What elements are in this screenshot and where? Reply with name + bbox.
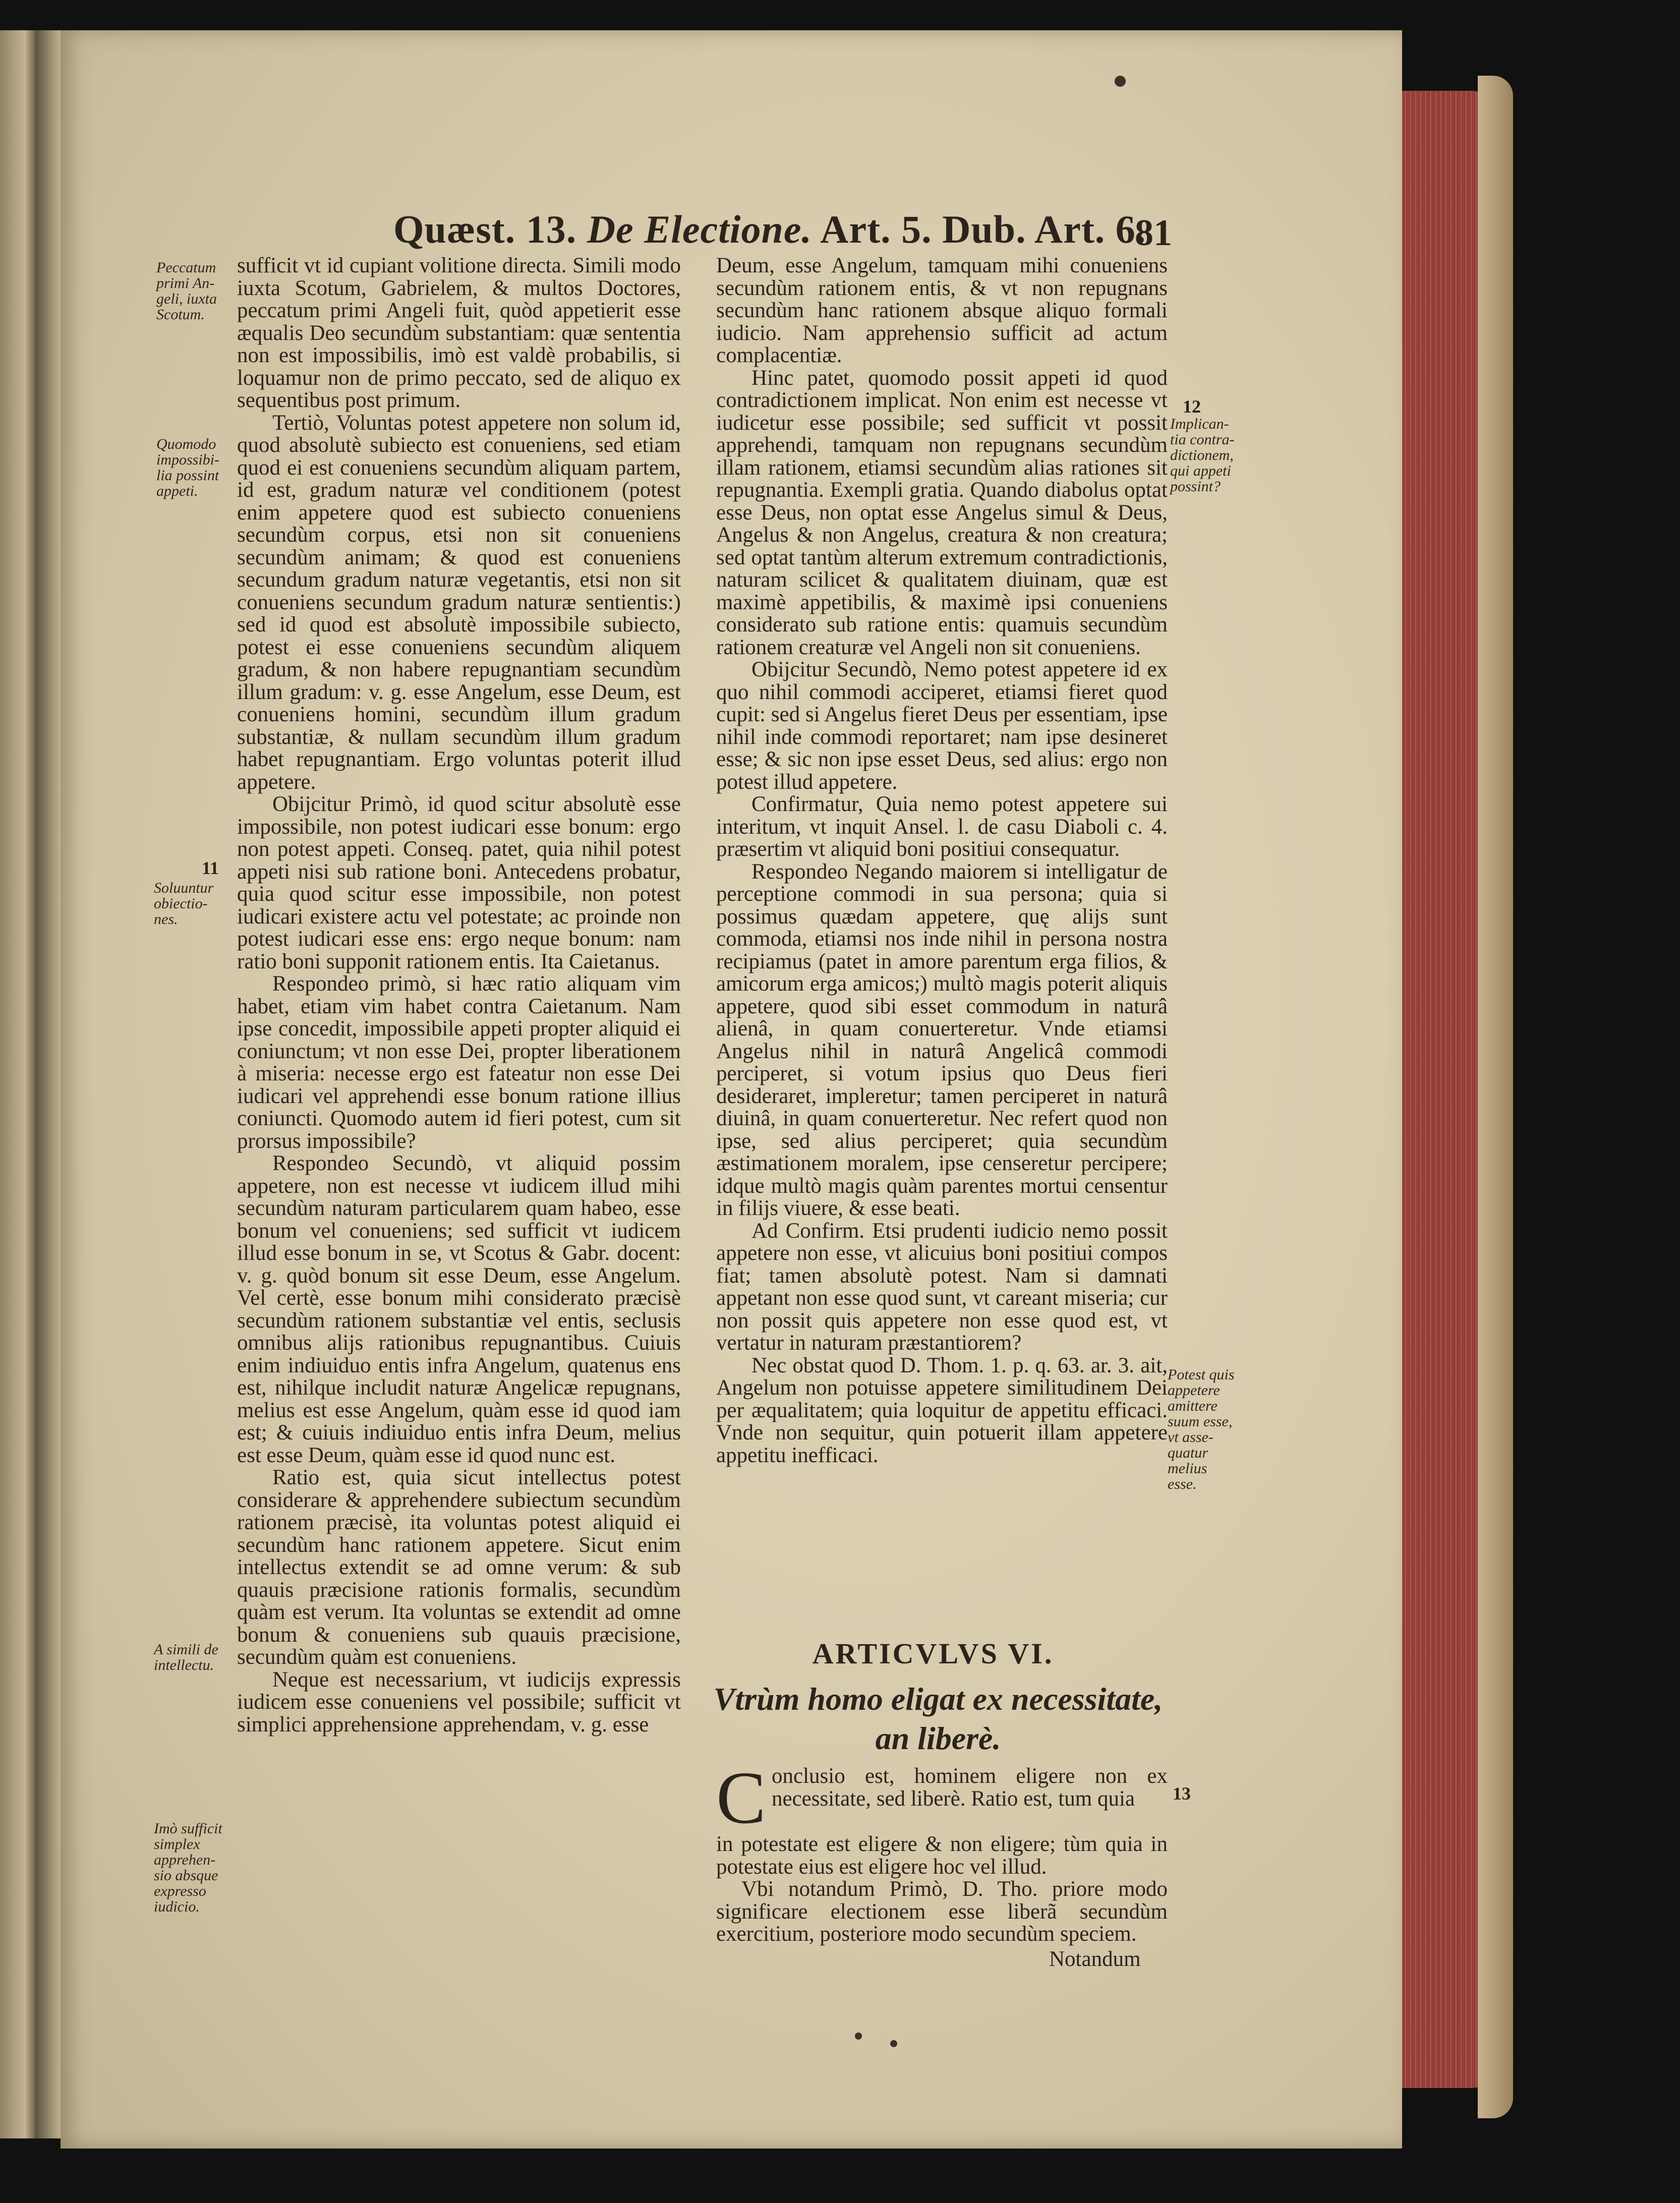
conclusion-text: onclusio est, hominem eligere non ex necessitate, sed liberè. Ratio est, tum quia <box>772 1764 1168 1811</box>
section-number-11: 11 <box>202 858 219 878</box>
paragraph: Respondeo Negando maiorem si intelligatur de perceptione commodi in sua persona; quia si possimus quædam appetere, quę alijs sunt commoda, etiamsi nos inde nihil in persona nostra recipiamus (patet in amore parentum erga filios, & amicorum erga amicos;) multò magis poterit aliquis appetere, quod sibi esset commodum in naturâ alienâ, in quam conuerteretur. Vnde etiamsi Angelus nihil in naturâ Angelicâ commodi perciperet, si votum ipsius quo Deus fieri desideraret, impleretur; tamen perciperet in naturâ diuinâ, in quam conuerteretur. Nec refert quod non ipse, sed alius perciperet; quia secundùm æstimationem moralem, ipse censeretur percipere; idque multò magis quàm parentes mortui censentur in filijs viuere, & esse beati. <box>716 859 1168 1220</box>
paragraph: in potestate est eligere & non eligere; tùm quia in potestate eius est eligere hoc vel illud. <box>716 1832 1168 1879</box>
paragraph: Deum, esse Angelum, tamquam mihi conueniens secundùm rationem entis, & vt non repugnans secundùm hanc rationem absque aliquo formali iudicio. Nam apprehensio sufficit ad actum complacentiæ. <box>716 254 1168 367</box>
page-speck <box>1115 76 1126 87</box>
article-label: Art. 5. Dub. Art. 6. <box>820 207 1146 251</box>
section-number-13: 13 <box>1173 1783 1191 1804</box>
running-head <box>393 207 1261 252</box>
paragraph: Vbi notandum Primò, D. Tho. priore modo significare electionem esse liberã secundùm exercitium, posteriore modo secundùm speciem. <box>716 1877 1168 1946</box>
paragraph: Obijcitur Secundò, Nemo potest appetere id ex quo nihil commodi acciperet, etiamsi fieret quod cupit: sed si Angelus fieret Deus per essentiam, ipse nihil inde commodi reportaret; nam ipse desineret esse; & sic non ipse esset Deus, sed alius: ergo non potest illud appetere. <box>716 658 1168 794</box>
page-speck <box>855 2033 862 2040</box>
article-subtitle <box>706 1679 1170 1758</box>
chapter-title: De Electione. <box>587 207 812 251</box>
paragraph: Hinc patet, quomodo possit appeti id quod contradictionem implicat. Non enim est necesse vt iudicetur esse possibile; sed sufficit vt possit apprehendi, tamquam non repugnans secundùm illam rationem, etiamsi secundùm alias rationes sit repugnantia. Exempli gratia. Quando diabolus optat esse Deus, non optat esse Angelus simul & Deus, Angelus & non Angelus, creatura & non creatura; sed optat tantùm alterum extremum contradictionis, naturam scilicet & qualitatem diuinam, quæ est maximè appetibilis, & maximè ipsi conueniens considerato sub ratione entis: quamuis secundùm rationem creaturæ vel Angeli non sit conueniens. <box>716 366 1168 659</box>
margin-note-peccatum: Peccatum primi An- geli, iuxta Scotum. <box>156 259 217 323</box>
paragraph: Respondeo Secundò, vt aliquid possim appetere, non est necesse vt iudicem illud mihi secundùm naturam particularem quam habeo, esse bonum vel conueniens; sed sufficit vt iudicem illud esse bonum in se, vt Scotus & Gabr. docent: v. g. quòd bonum sit esse Deum, esse Angelum. Vel certè, esse bonum mihi considerato præcisè secundùm rationem substantiæ vel entis, seclusis omnibus alijs rationibus repugnantibus. Cuiuis enim indiuiduo entis infra Angelum, quatenus ens est, nihilque includit naturæ Angelicæ repugnans, melius est esse Angelum, quàm esse id quod iam est; & cuiuis indiuiduo entis infra Deum, melius est esse Deum, quàm esse id quod nunc est. <box>237 1151 681 1467</box>
book-cover-edge <box>1478 76 1513 2118</box>
conclusion-continuation <box>716 1833 1168 1946</box>
paragraph: Obijcitur Primò, id quod scitur absolutè esse impossibile, non potest iudicari esse bonum: ergo non potest appeti. Conseq. patet, quia nihil potest appeti nisi sub ratione boni. Antecedens probatur, quia quod scitur esse impossibile, non potest iudicari existere actu vel potestate; ac proinde non potest iudicari esse ens: ergo neque bonum: nam ratio boni supponit rationem entis. Ita Caietanus. <box>237 792 681 973</box>
margin-note-implicantia: Implican- tia contra- dictionem, qui appeti possint? <box>1170 416 1235 495</box>
article-subtitle-line: an liberè. <box>875 1720 1001 1756</box>
paragraph: Tertiò, Voluntas potest appetere non solum id, quod absolutè subiecto est conueniens, sed etiam quod ei est conueniens secundùm aliquam partem, id est, gradum naturæ vel conditionem (potest enim appetere quod est subiecto conueniens secundùm corpus, etsi non sit conueniens secundùm animam; & quod est conueniens secundum gradum naturæ vegetantis, etsi non sit conueniens secundum gradum naturæ sentientis:) sed id quod est absolutè impossibile subiecto, potest ei esse conueniens secundùm aliquem gradum, & non habere repugnantiam secundùm illum gradum: v. g. esse Angelum, esse Deum, est conueniens homini, secundùm illum gradum substantiæ, & nullam secundùm illum gradum habet repugnantiam. Ergo voluntas poterit illud appetere. <box>237 411 681 794</box>
margin-note-imo: Imò sufficit simplex apprehen- sio absque expresso iudicio. <box>154 1820 222 1915</box>
margin-note-potest: Potest quis appetere amittere suum esse, vt asse- quatur melius esse. <box>1168 1366 1235 1492</box>
page-number: 81 <box>1135 212 1172 254</box>
paragraph: Ad Confirm. Etsi prudenti iudicio nemo possit appetere non esse, vt alicuius boni positiui compos fiat; tamen absolutè potest. Nam si damnati appetant non esse quod sunt, vt careant miseria; cur non possit quis appetere non esse quod est, vt vertatur in naturam præstantiorem? <box>716 1219 1168 1355</box>
paragraph: Nec obstat quod D. Thom. 1. p. q. 63. ar. 3. ait, Angelum non potuisse appetere similitudinem Dei per æqualitatem; quia loquitur de appetitu efficaci. Vnde non sequitur, quin potuerit illam appetere appetitu inefficaci. <box>716 1353 1168 1467</box>
paragraph: Confirmatur, Quia nemo potest appetere sui interitum, vt inquit Ansel. l. de casu Diaboli c. 4. præsertim vt aliquid boni positiui consequatur. <box>716 792 1168 861</box>
paragraph: Respondeo primò, si hæc ratio aliquam vim habet, etiam vim habet contra Caietanum. Nam ipse concedit, impossibile appeti propter aliquid ei coniunctum; vt non esse Dei, propter liberationem à miseria: necesse ergo est fateatur non esse Dei iudicari vel apprehendi esse bonum ratione illius coniuncti. Quomodo autem id fieri potest, cum sit prorsus impossibile? <box>237 972 681 1153</box>
quaestio-label: Quæst. 13. <box>393 207 577 251</box>
margin-note-soluuntur: Soluuntur obiectio- nes. <box>154 880 214 927</box>
catchword: Notandum <box>1049 1947 1141 1971</box>
margin-note-quomodo: Quomodo impossibi- lia possint appeti. <box>156 436 220 499</box>
article-subtitle-line: Vtrùm homo eligat ex necessitate, <box>713 1681 1163 1717</box>
paragraph: Ratio est, quia sicut intellectus potest considerare & apprehendere subiectum secundùm rationem præcisè, ita voluntas potest aliquid ei secundùm hanc rationem appetere. Sicut enim intellectus extendit se ad omne verum: & sub quauis præcisione rationis formalis, secundùm quàm est verum. Ita voluntas se extendit ad omne bonum & conueniens sub quauis præcisione, secundùm quàm est conueniens. <box>237 1466 681 1669</box>
article-heading: ARTICVLVS VI. <box>812 1637 1054 1670</box>
paragraph: Neque est necessarium, vt iudicijs expressis iudicem esse conueniens vel possibile; sufficit vt simplici apprehensione apprehendam, v. g. esse <box>237 1667 681 1736</box>
facing-page-edge <box>0 30 35 2138</box>
paragraph: sufficit vt id cupiant volitione directa. Simili modo iuxta Scotum, Gabrielem, & multos Doctores, peccatum primi Angeli fuit, quòd appetierit esse æqualis Deo secundùm substantiam: quæ sententia non est impossibilis, imò est valdè probabilis, si loquamur non de primo peccato, sed de aliquo ex sequentibus post primum. <box>237 254 681 412</box>
right-text-column <box>716 255 1168 1467</box>
section-number-12: 12 <box>1183 396 1201 417</box>
page-speck <box>890 2040 897 2047</box>
drop-cap: C <box>716 1757 766 1839</box>
left-text-column <box>237 255 681 1736</box>
margin-note-simili: A simili de intellectu. <box>154 1641 218 1673</box>
